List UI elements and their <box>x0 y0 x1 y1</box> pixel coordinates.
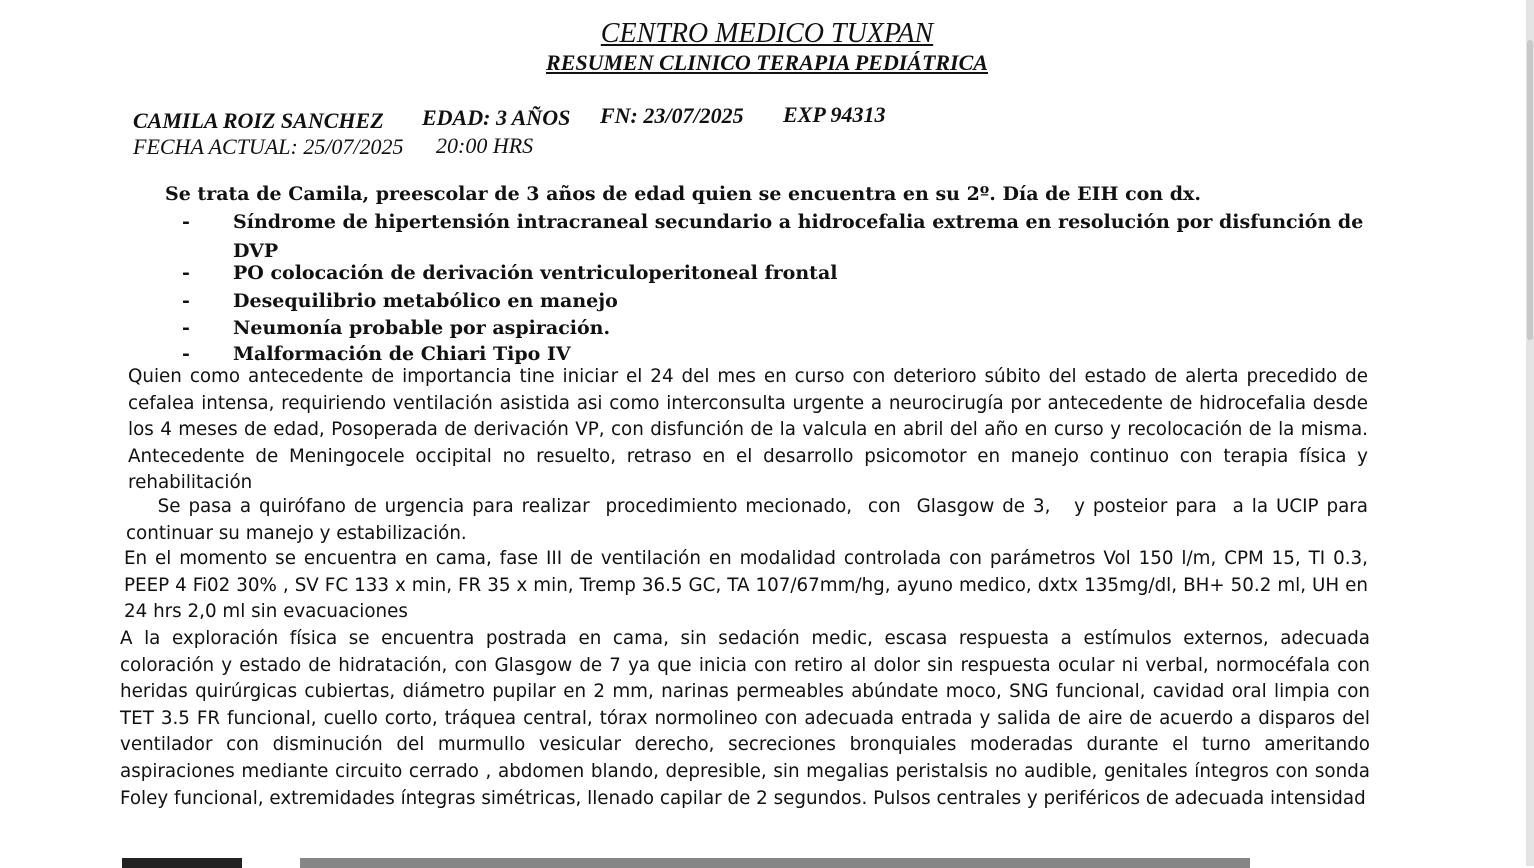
current-time: 20:00 HRS <box>436 133 534 158</box>
current-date: FECHA ACTUAL: 25/07/2025 <box>133 134 404 159</box>
bullet-dash: - <box>182 317 190 339</box>
cut-off-text-fragment <box>300 858 1250 868</box>
diagnosis-item <box>182 208 1372 264</box>
patient-birthdate: FN: 23/07/2025 <box>600 103 744 128</box>
diagnosis-text: Síndrome de hipertensión intracraneal secundario a hidrocefalia extrema en resolución por disfunción de DVP <box>233 211 1364 262</box>
diagnosis-text: Neumonía probable por aspiración. <box>233 317 611 339</box>
patient-name: CAMILA ROIZ SANCHEZ <box>133 108 384 133</box>
bullet-dash: - <box>182 262 190 284</box>
history-paragraph: Quien como antecedente de importancia tine iniciar el 24 del mes en curso con deterioro súbito del estado de alerta precedido de cefalea intensa, requiriendo ventilación asistida asi como interconsulta urgente a neurocirugía por antecedente de hidrocefalia desde los 4 meses de edad, Posoperada de derivación VP, con disfunción de la valcula en abril del año en curso y recolocación de la misma. Antecedente de Meningocele occipital no resuelto, retraso en el desarrollo psicomotor en manejo continuo con terapia física y rehabilitación <box>128 366 1368 494</box>
diagnosis-text: Malformación de Chiari Tipo IV <box>233 343 571 365</box>
bullet-dash: - <box>182 211 190 233</box>
diagnosis-text: Desequilibrio metabólico en manejo <box>233 290 618 312</box>
physical-exam-paragraph: A la exploración física se encuentra postrada en cama, sin sedación medic, escasa respuesta a estímulos externos, adecuada coloración y estado de hidratación, con Glasgow de 7 ya que inicia con retiro al dolor sin respuesta ocular ni verbal, normocéfala con heridas quirúrgicas cubiertas, diámetro pupilar en 2 mm, narinas permeables abúndate moco, SNG funcional, cavidad oral limpia con TET 3.5 FR funcional, cuello corto, tráquea central, tórax normolineo con adecuada entrada y salida de aire de acuerdo a disparos del ventilador con disminución del murmullo vesicular derecho, secreciones bronquiales moderadas durante el turno ameritando aspiraciones mediante circuito cerrado , abdomen blando, depresible, sin megalias peristalsis no audible, genitales íntegros con sonda Foley funcional, extremidades íntegras simétricas, llenado capilar de 2 segundos. Pulsos centrales y periféricos de adecuada intensidad <box>120 628 1370 809</box>
document-subtitle: RESUMEN CLINICO TERAPIA PEDIÁTRICA <box>546 50 988 75</box>
patient-record-number: EXP 94313 <box>783 102 886 127</box>
bullet-dash: - <box>182 343 190 365</box>
surgery-paragraph: Se pasa a quirófano de urgencia para realizar procedimiento mecionado, con Glasgow de 3, y posteior para a la UCIP para continuar su manejo y estabilización. <box>126 496 1374 544</box>
intro-text: Se trata de Camila, preescolar de 3 años de edad quien se encuentra en su 2º. Día de EIH con dx. <box>165 183 1201 205</box>
patient-age: EDAD: 3 AÑOS <box>422 105 571 130</box>
diagnosis-text: PO colocación de derivación ventriculoperitoneal frontal <box>233 262 838 284</box>
document-title: CENTRO MEDICO TUXPAN <box>600 18 934 49</box>
scrollbar[interactable] <box>1526 0 1534 866</box>
cut-off-text-fragment <box>122 858 242 868</box>
current-status-paragraph: En el momento se encuentra en cama, fase III de ventilación en modalidad controlada con parámetros Vol 150 l/m, CPM 15, TI 0.3, PEEP 4 Fi02 30% , SV FC 133 x min, FR 35 x min, Tremp 36.5 GC, TA 107/67mm/hg, ayuno medico, dxtx 135mg/dl, BH+ 50.2 ml, UH en 24 hrs 2,0 ml sin evacuaciones <box>124 548 1368 623</box>
scrollbar-thumb[interactable] <box>1527 40 1533 340</box>
bullet-dash: - <box>182 290 190 312</box>
